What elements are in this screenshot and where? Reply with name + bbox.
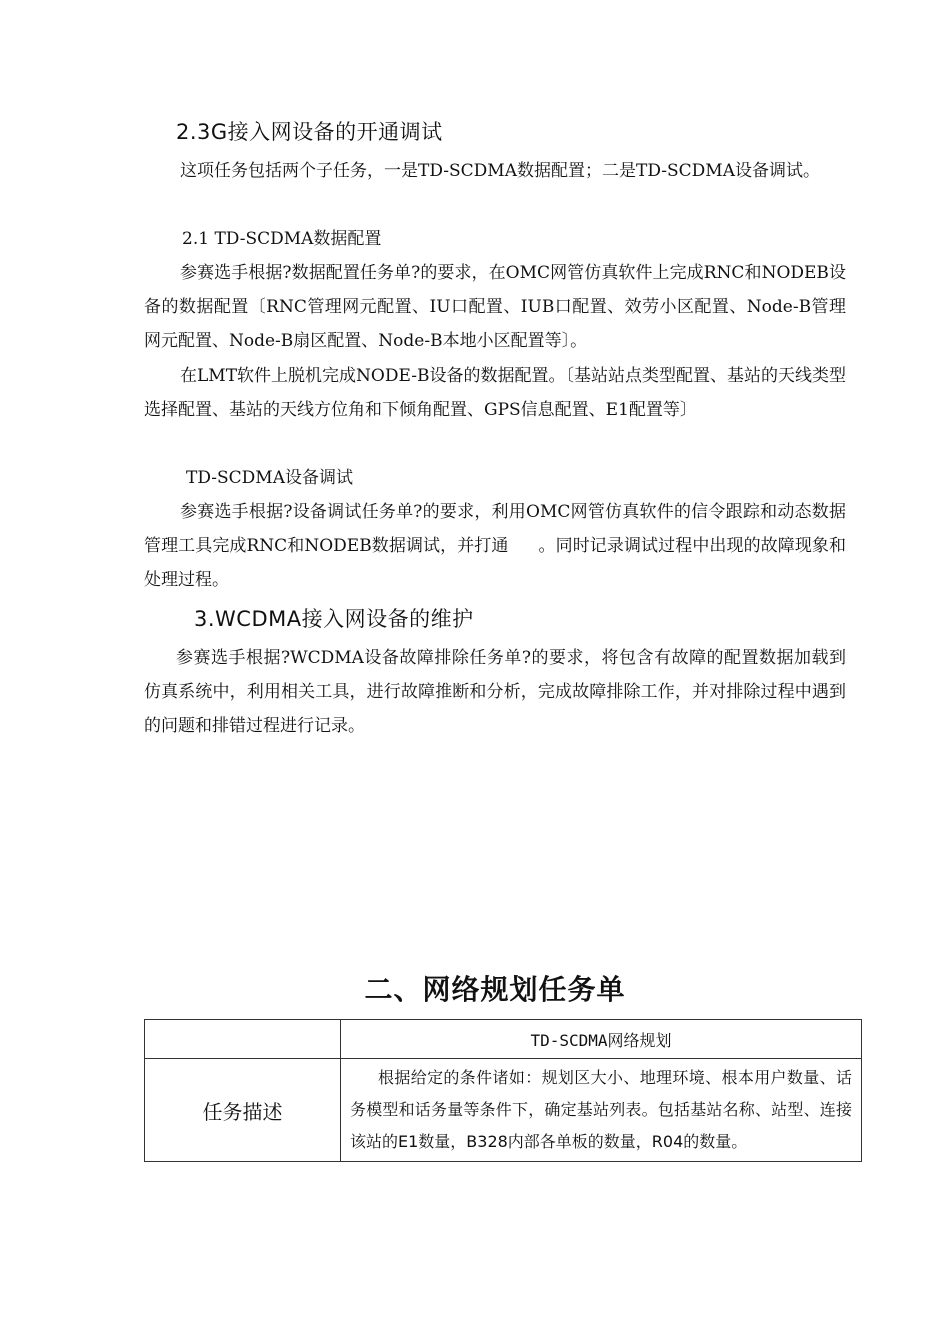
task-table xyxy=(144,1019,862,1162)
task-description-label: 任务描述 xyxy=(145,1059,341,1162)
wcdma-maintenance-paragraph: 参赛选手根据?WCDMA设备故障排除任务单?的要求，将包含有故障的配置数据加载到仿真系统中，利用相关工具，进行故障推断和分析，完成故障排除工作，并对排除过程中遇到的问题和排错过程进行记录。 xyxy=(144,648,846,736)
debug-paragraph xyxy=(144,495,846,597)
section-heading-3-wcdma: 3.WCDMA接入网设备的维护 xyxy=(194,607,474,631)
debug-paragraph-tail: 。同时记录调试过程中出现的故障现象和处理过程。 xyxy=(144,536,846,590)
subsection-heading-td-scdma-config: 2.1 TD-SCDMA数据配置 xyxy=(182,229,382,249)
lmt-config-paragraph: 在LMT软件上脱机完成NODE-B设备的数据配置。〔基站站点类型配置、基站的天线类型选择配置、基站的天线方位角和下倾角配置、GPS信息配置、E1配置等〕 xyxy=(144,366,846,420)
table-header-title-cell: TD-SCDMA网络规划 xyxy=(341,1020,862,1059)
table-row xyxy=(145,1020,862,1059)
omc-config-paragraph: 参赛选手根据?数据配置任务单?的要求，在OMC网管仿真软件上完成RNC和NODEB设备的数据配置〔RNC管理网元配置、IU口配置、IUB口配置、效劳小区配置、Node-B管理网元配置、Node-B扇区配置、Node-B本地小区配置等〕。 xyxy=(144,263,846,351)
task-description-text: 根据给定的条件诸如：规划区大小、地理环境、根本用户数量、话务模型和话务量等条件下，确定基站列表。包括基站名称、站型、连接该站的E1数量，B328内部各单板的数量，R04的数量。 xyxy=(341,1059,862,1162)
section-heading-2-3g: 2.3G接入网设备的开通调试 xyxy=(176,120,443,144)
table-header-left-cell xyxy=(145,1020,341,1059)
debug-paragraph-text: 参赛选手根据?设备调试任务单?的要求，利用OMC网管仿真软件的信令跟踪和动态数据管理工具完成RNC和NODEB数据调试，并打通 xyxy=(144,502,846,556)
section-intro-paragraph: 这项任务包括两个子任务，一是TD-SCDMA数据配置；二是TD-SCDMA设备调试。 xyxy=(180,161,820,181)
subsection-heading-td-scdma-debug: TD-SCDMA设备调试 xyxy=(186,468,353,488)
part-title-network-planning: 二、网络规划任务单 xyxy=(364,973,626,1006)
table-row xyxy=(145,1059,862,1162)
